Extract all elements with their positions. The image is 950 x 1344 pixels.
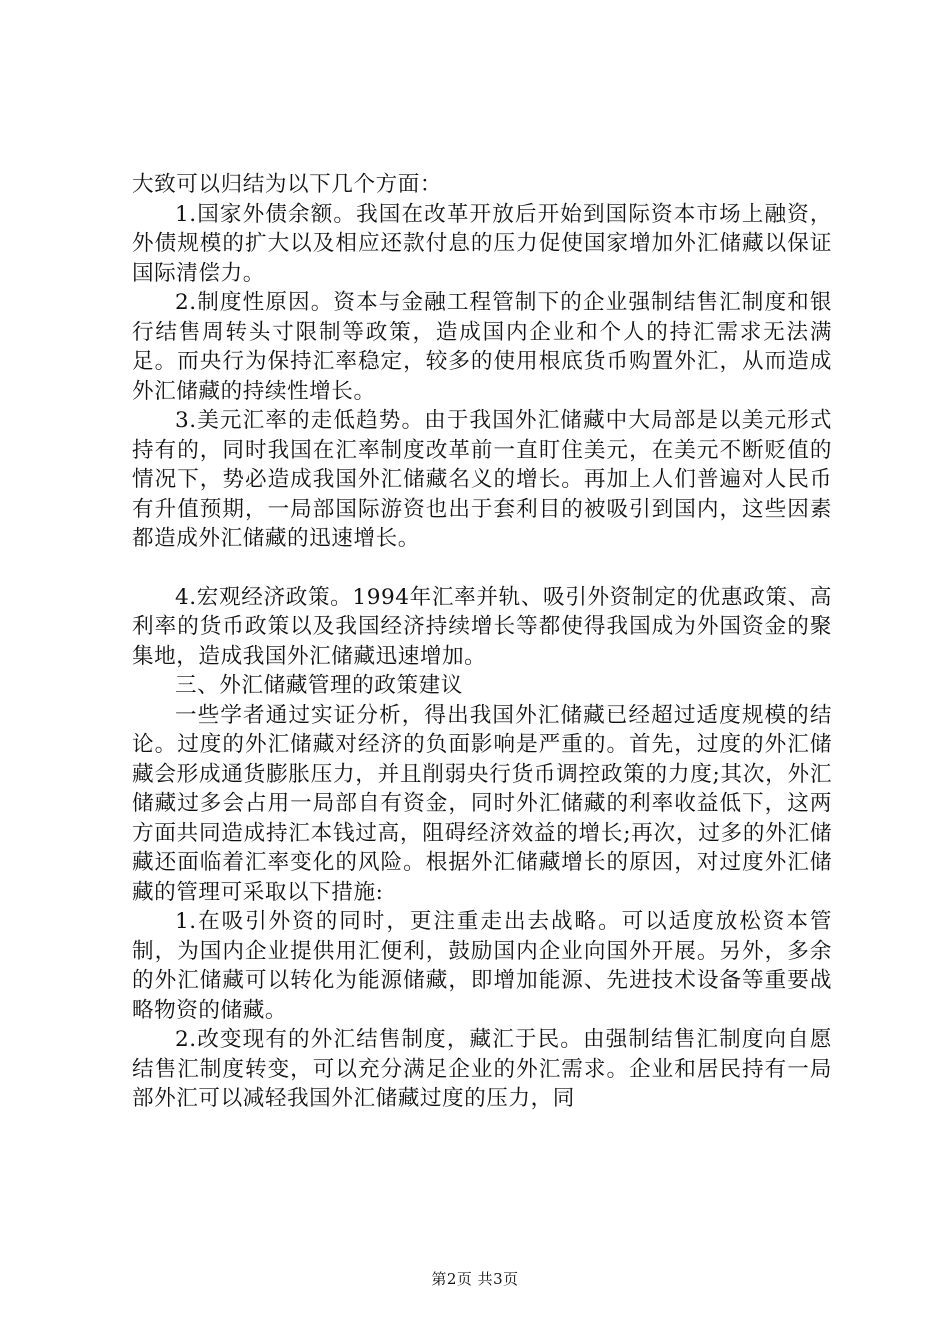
paragraph-excess-reserves: 一些学者通过实证分析，得出我国外汇储藏已经超过适度规模的结论。过度的外汇储藏对经济的负面影响是严重的。首先，过度的外汇储藏会形成通货膨胀压力，并且削弱央行货币调控政策的力度;其次，外汇储藏过多会占用一局部自有资金，同时外汇储藏的利率收益低下，这两方面共同造成持汇本钱过高，阻碍经济效益的增长;再次，过多的外汇储藏还面临着汇率变化的风险。根据外汇储藏增长的原因，对过度外汇储藏的管理可采取以下措施: <box>132 702 832 905</box>
paragraph-foreign-debt: 1.国家外债余额。我国在改革开放后开始到国际资本市场上融资，外债规模的扩大以及相应还款付息的压力促使国家增加外汇储藏以保证国际清偿力。 <box>132 201 832 286</box>
section-heading-policy-suggestions: 三、外汇储藏管理的政策建议 <box>175 673 463 698</box>
paragraph-institutional-reasons: 2.制度性原因。资本与金融工程管制下的企业强制结售汇制度和银行结售周转头寸限制等政策，造成国内企业和个人的持汇需求无法满足。而央行为保持汇率稳定，较多的使用根底货币购置外汇，从而造成外汇储藏的持续性增长。 <box>132 290 832 404</box>
paragraph-settlement-reform: 2.改变现有的外汇结售制度，藏汇于民。由强制结售汇制度向自愿结售汇制度转变，可以充分满足企业的外汇需求。企业和居民持有一局部外汇可以减轻我国外汇储藏过度的压力，同 <box>132 1027 832 1111</box>
document-body <box>132 170 832 1114</box>
paragraph-dollar-trend: 3.美元汇率的走低趋势。由于我国外汇储藏中大局部是以美元形式持有的，同时我国在汇率制度改革前一直盯住美元，在美元不断贬值的情况下，势必造成我国外汇储藏名义的增长。再加上人们普遍对人民币有升值预期，一局部国际游资也出于套利目的被吸引到国内，这些因素都造成外汇储藏的迅速增长。 <box>132 408 832 551</box>
paragraph-go-global: 1.在吸引外资的同时，更注重走出去战略。可以适度放松资本管制，为国内企业提供用汇便利，鼓励国内企业向国外开展。另外，多余的外汇储藏可以转化为能源储藏，即增加能源、先进技术设备等重要战略物资的储藏。 <box>132 909 832 1023</box>
page-footer: 第2页 共3页 <box>431 1270 519 1288</box>
paragraph-intro: 大致可以归结为以下几个方面： <box>132 172 443 197</box>
paragraph-macro-policy: 4.宏观经济政策。1994年汇率并轨、吸引外资制定的优惠政策、高利率的货币政策以及我国经济持续增长等都使得我国成为外国资金的聚集地，造成我国外汇储藏迅速增加。 <box>132 584 832 669</box>
